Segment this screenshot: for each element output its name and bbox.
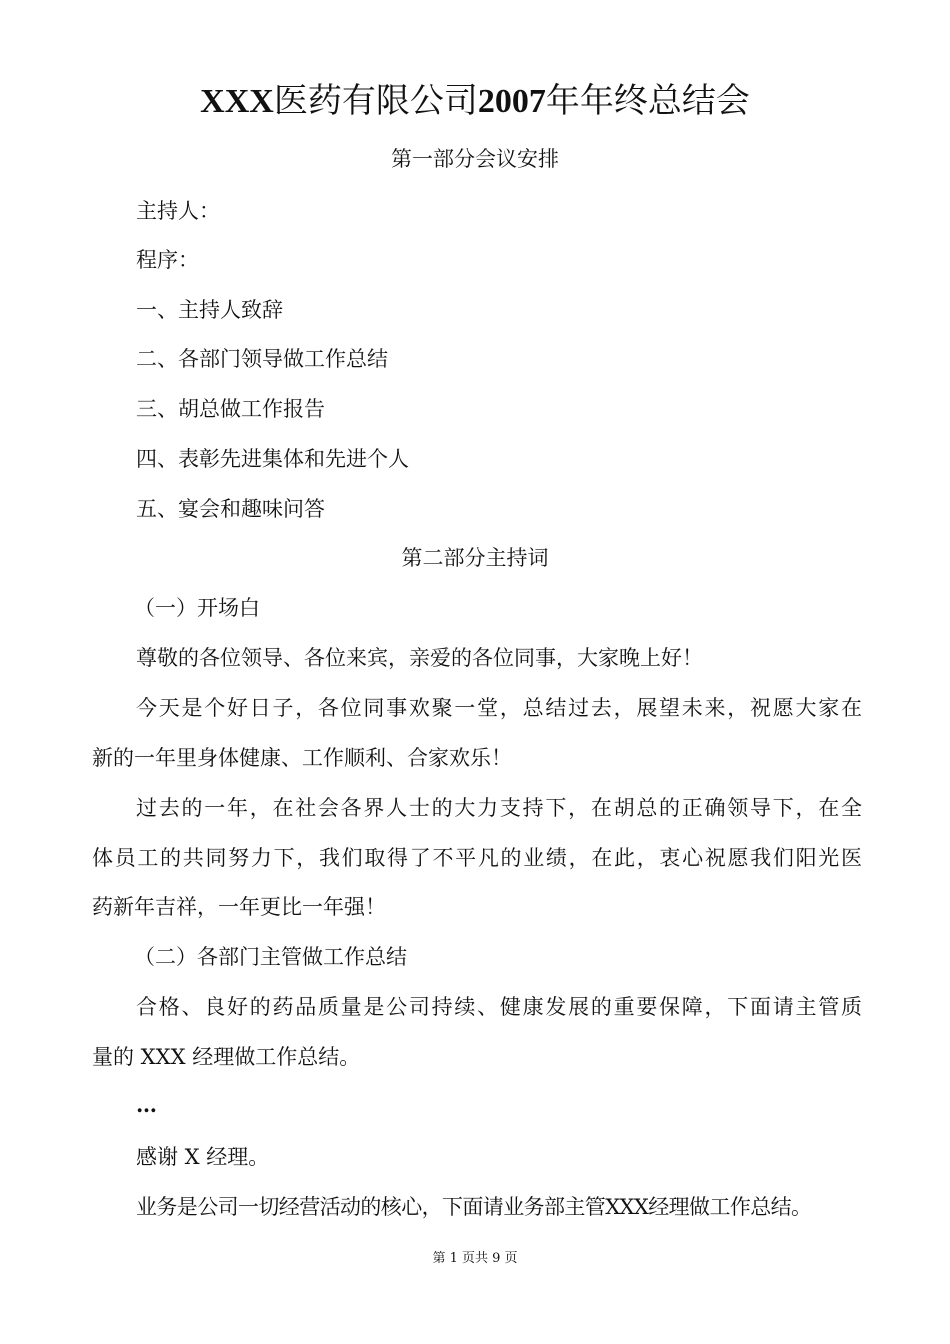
- program-label: 程序：: [136, 248, 199, 272]
- document-title: [0, 76, 950, 127]
- ellipsis-line: …: [136, 1092, 157, 1117]
- title-suffix: 年年终总结会: [545, 81, 750, 121]
- program-item: 三、胡总做工作报告: [136, 397, 325, 421]
- thanks-line: 感谢 X 经理。: [136, 1145, 270, 1169]
- paragraph-line: 业务是公司一切经营活动的核心，下面请业务部主管XXX经理做工作总结。: [136, 1195, 812, 1219]
- paragraph-line: 过去的一年，在社会各界人士的大力支持下，在胡总的正确领导下，在全: [136, 796, 862, 820]
- program-item: 二、各部门领导做工作总结: [136, 347, 388, 371]
- program-item: 五、宴会和趣味问答: [136, 497, 325, 521]
- paragraph-line: 今天是个好日子，各位同事欢聚一堂，总结过去，展望未来，祝愿大家在: [136, 696, 862, 720]
- program-item: 四、表彰先进集体和先进个人: [136, 447, 409, 471]
- greeting-line: 尊敬的各位领导、各位来宾，亲爱的各位同事，大家晚上好！: [136, 646, 703, 670]
- section1-heading: （一）开场白: [134, 596, 260, 620]
- host-label: 主持人：: [136, 199, 220, 223]
- paragraph-line: 新的一年里身体健康、工作顺利、合家欢乐！: [92, 746, 512, 770]
- paragraph-line: 体员工的共同努力下，我们取得了不平凡的业绩，在此，衷心祝愿我们阳光医: [92, 846, 862, 870]
- title-prefix: XXX: [200, 83, 274, 120]
- title-year: 2007: [477, 83, 546, 120]
- title-company: 医药有限公司: [273, 81, 478, 121]
- program-item: 一、主持人致辞: [136, 298, 283, 322]
- part2-heading: 第二部分主持词: [401, 546, 549, 570]
- section2-heading: （二）各部门主管做工作总结: [134, 945, 407, 969]
- page-footer: 第 1 页共 9 页: [432, 1251, 518, 1266]
- paragraph-line: 药新年吉祥，一年更比一年强！: [92, 895, 386, 919]
- paragraph-line: 合格、良好的药品质量是公司持续、健康发展的重要保障，下面请主管质: [136, 995, 862, 1019]
- part1-heading: 第一部分会议安排: [391, 147, 559, 171]
- paragraph-line: 量的 XXX 经理做工作总结。: [92, 1045, 361, 1069]
